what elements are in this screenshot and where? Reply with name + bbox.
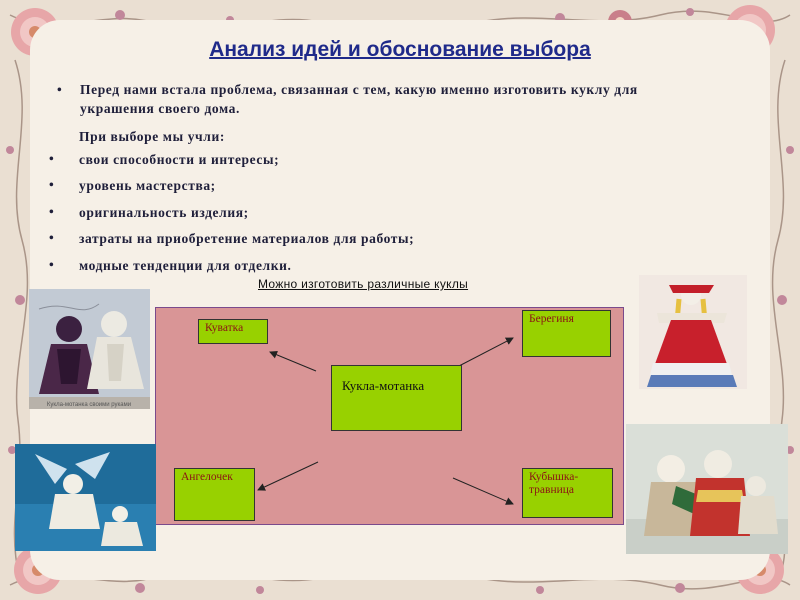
angel-image	[15, 444, 156, 551]
box-bereginya: Берегиня	[522, 310, 611, 357]
criteria-heading: При выборе мы учли:	[79, 129, 225, 144]
photo-kubyshka	[626, 424, 788, 554]
doll-image	[29, 289, 150, 409]
list-item: • уровень мастерства;	[49, 177, 216, 194]
photo-bereginya	[639, 275, 747, 389]
list-item: • затраты на приобретение материалов для работы;	[49, 230, 415, 247]
arrow-to-angelochek	[258, 462, 318, 490]
criteria-list	[46, 152, 414, 284]
list-item: • модные тенденции для отделки.	[49, 256, 292, 273]
arrow-to-kubyshka	[453, 478, 513, 504]
photo-angels	[15, 444, 156, 551]
doll-diagram	[155, 307, 624, 525]
intro-line-2: украшения своего дома.	[80, 101, 241, 116]
box-kubyshka: Кубышка-травница	[522, 468, 613, 518]
list-item: • свои способности и интересы;	[49, 151, 280, 167]
box-angelochek: Ангелочек	[174, 468, 255, 521]
page-title: Анализ идей и обоснование выбора	[209, 38, 591, 61]
photo-dolls-dark	[29, 289, 150, 409]
box-kuvatka: Куватка	[198, 319, 268, 344]
arrow-to-kuvatka	[270, 352, 316, 371]
center-box: Кукла-мотанка	[331, 365, 462, 431]
arrow-to-bereginya	[459, 338, 513, 366]
list-item: • оригинальность изделия;	[49, 203, 249, 220]
diagram-subtitle: Можно изготовить различные куклы	[258, 277, 469, 291]
intro-line-1: Перед нами встала проблема, связанная с тем, какую именно изготовить куклу для	[80, 82, 638, 97]
kubyshka-image	[626, 424, 788, 554]
photo-caption: Кукла-мотанка своими руками	[46, 402, 132, 408]
bereginya-image	[639, 275, 747, 389]
intro-bullet: •	[57, 82, 63, 97]
